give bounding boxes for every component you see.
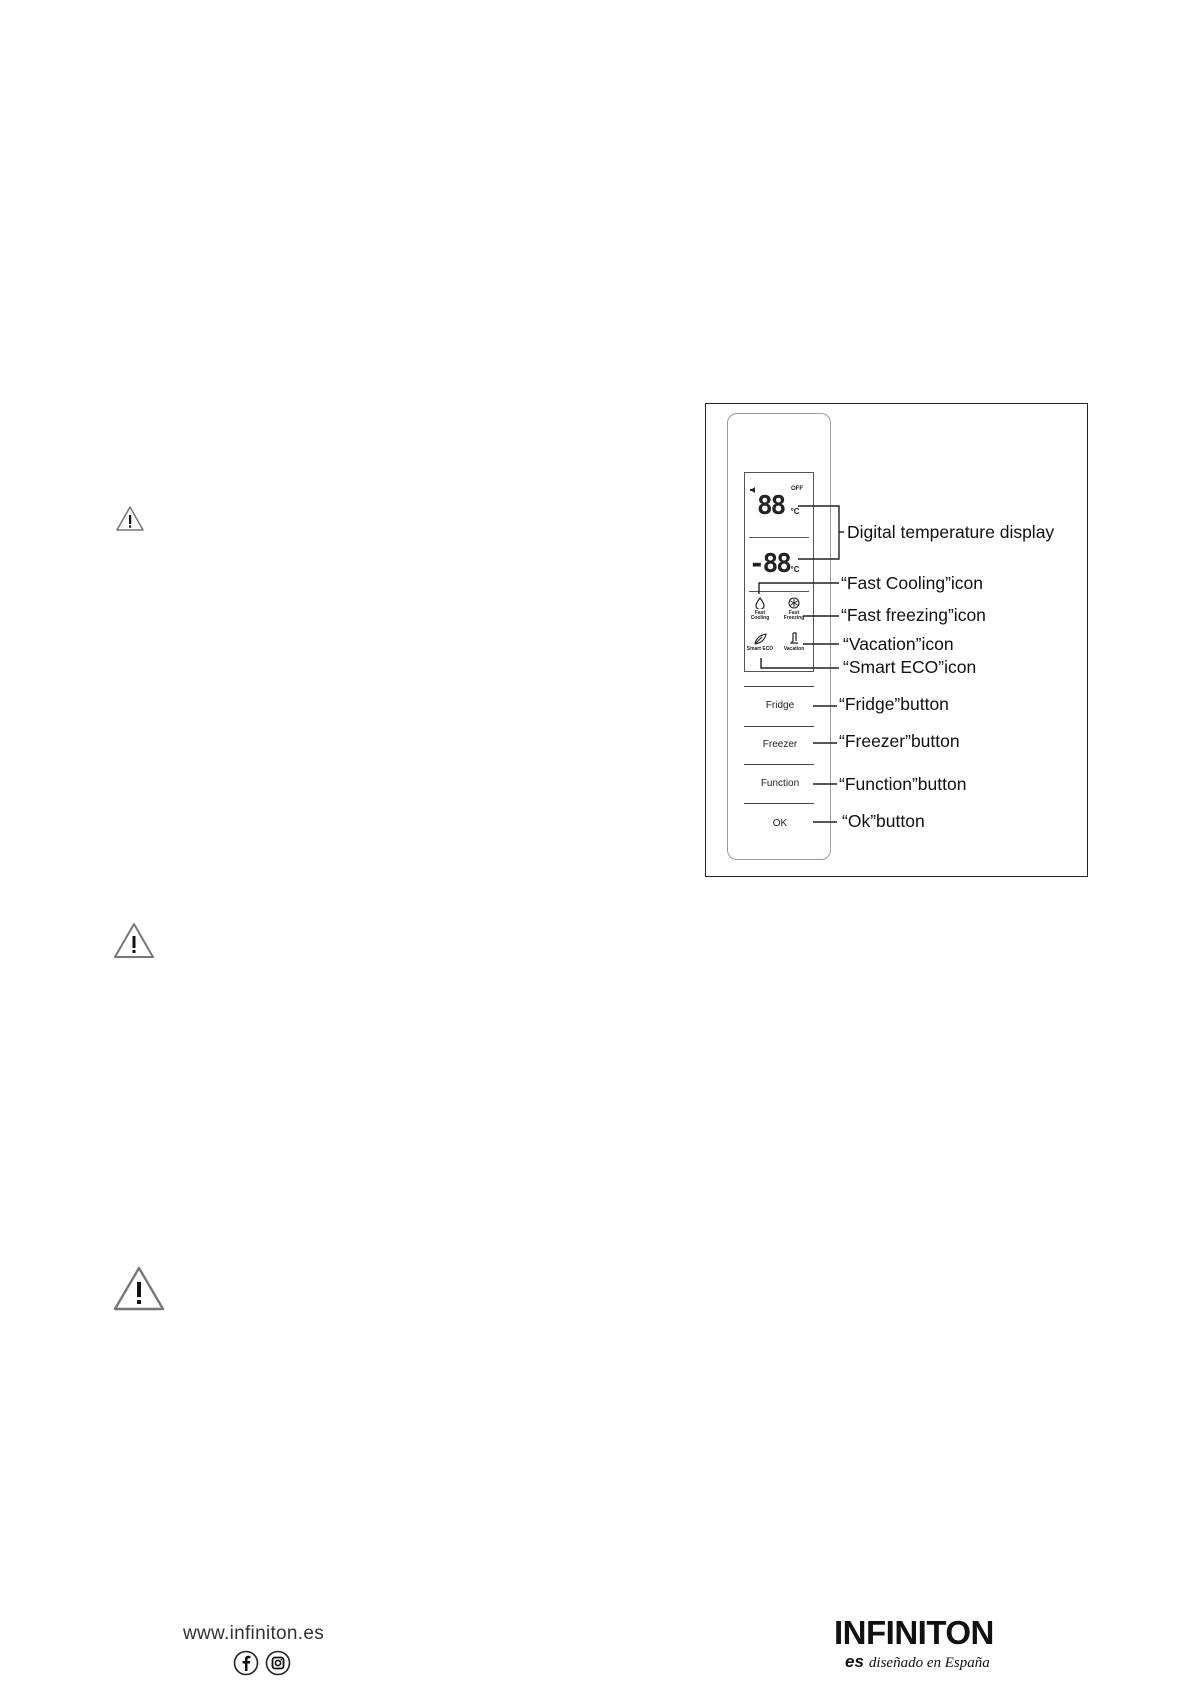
smart-eco-caption: Smart ECO — [746, 646, 774, 652]
fridge-temp-readout: 88 — [757, 491, 785, 521]
warning-icon — [113, 922, 155, 959]
callout-digital-temperature-display: Digital temperature display — [847, 522, 1055, 542]
fast-cooling-caption-1: Fast — [754, 610, 766, 616]
instagram-icon[interactable] — [265, 1650, 291, 1676]
fast-cooling-caption-2: Cooling — [750, 615, 770, 621]
fridge-temp-unit: °C — [790, 507, 800, 516]
callout-smart-eco: “Smart ECO”icon — [843, 657, 977, 677]
callout-fast-freezing: “Fast freezing”icon — [841, 605, 986, 625]
warning-icon — [115, 505, 145, 532]
callout-vacation: “Vacation”icon — [843, 634, 954, 654]
ok-button[interactable]: OK — [772, 818, 788, 829]
vacation-caption: Vacation — [783, 646, 805, 652]
function-button[interactable]: Function — [760, 778, 800, 789]
brand-tagline — [845, 1652, 990, 1672]
control-panel-figure — [705, 403, 1088, 877]
fridge-button[interactable]: Fridge — [765, 700, 795, 711]
freezer-button[interactable]: Freezer — [762, 739, 798, 750]
tagline-text: diseñado en España — [868, 1655, 990, 1671]
fast-freezing-caption-1: Fast — [788, 610, 800, 616]
tagline-prefix: es — [845, 1652, 864, 1671]
callout-ok-button: “Ok”button — [842, 811, 925, 831]
fast-freezing-caption-2: Freezing — [783, 615, 805, 621]
brand-logo: INFINITON — [834, 1614, 994, 1651]
off-label: OFF — [791, 486, 803, 492]
website-link[interactable]: www.infiniton.es — [183, 1623, 325, 1644]
callout-freezer-button: “Freezer”button — [839, 731, 960, 751]
callout-fridge-button: “Fridge”button — [839, 694, 949, 714]
callout-fast-cooling: “Fast Cooling”icon — [841, 573, 983, 593]
warning-icon — [113, 1266, 165, 1311]
social-icons — [233, 1650, 291, 1681]
freezer-temp-unit: °C — [790, 565, 800, 574]
callout-function-button: “Function”button — [839, 774, 967, 794]
facebook-icon[interactable] — [233, 1650, 259, 1676]
freezer-temp-readout: -88 — [749, 549, 790, 579]
